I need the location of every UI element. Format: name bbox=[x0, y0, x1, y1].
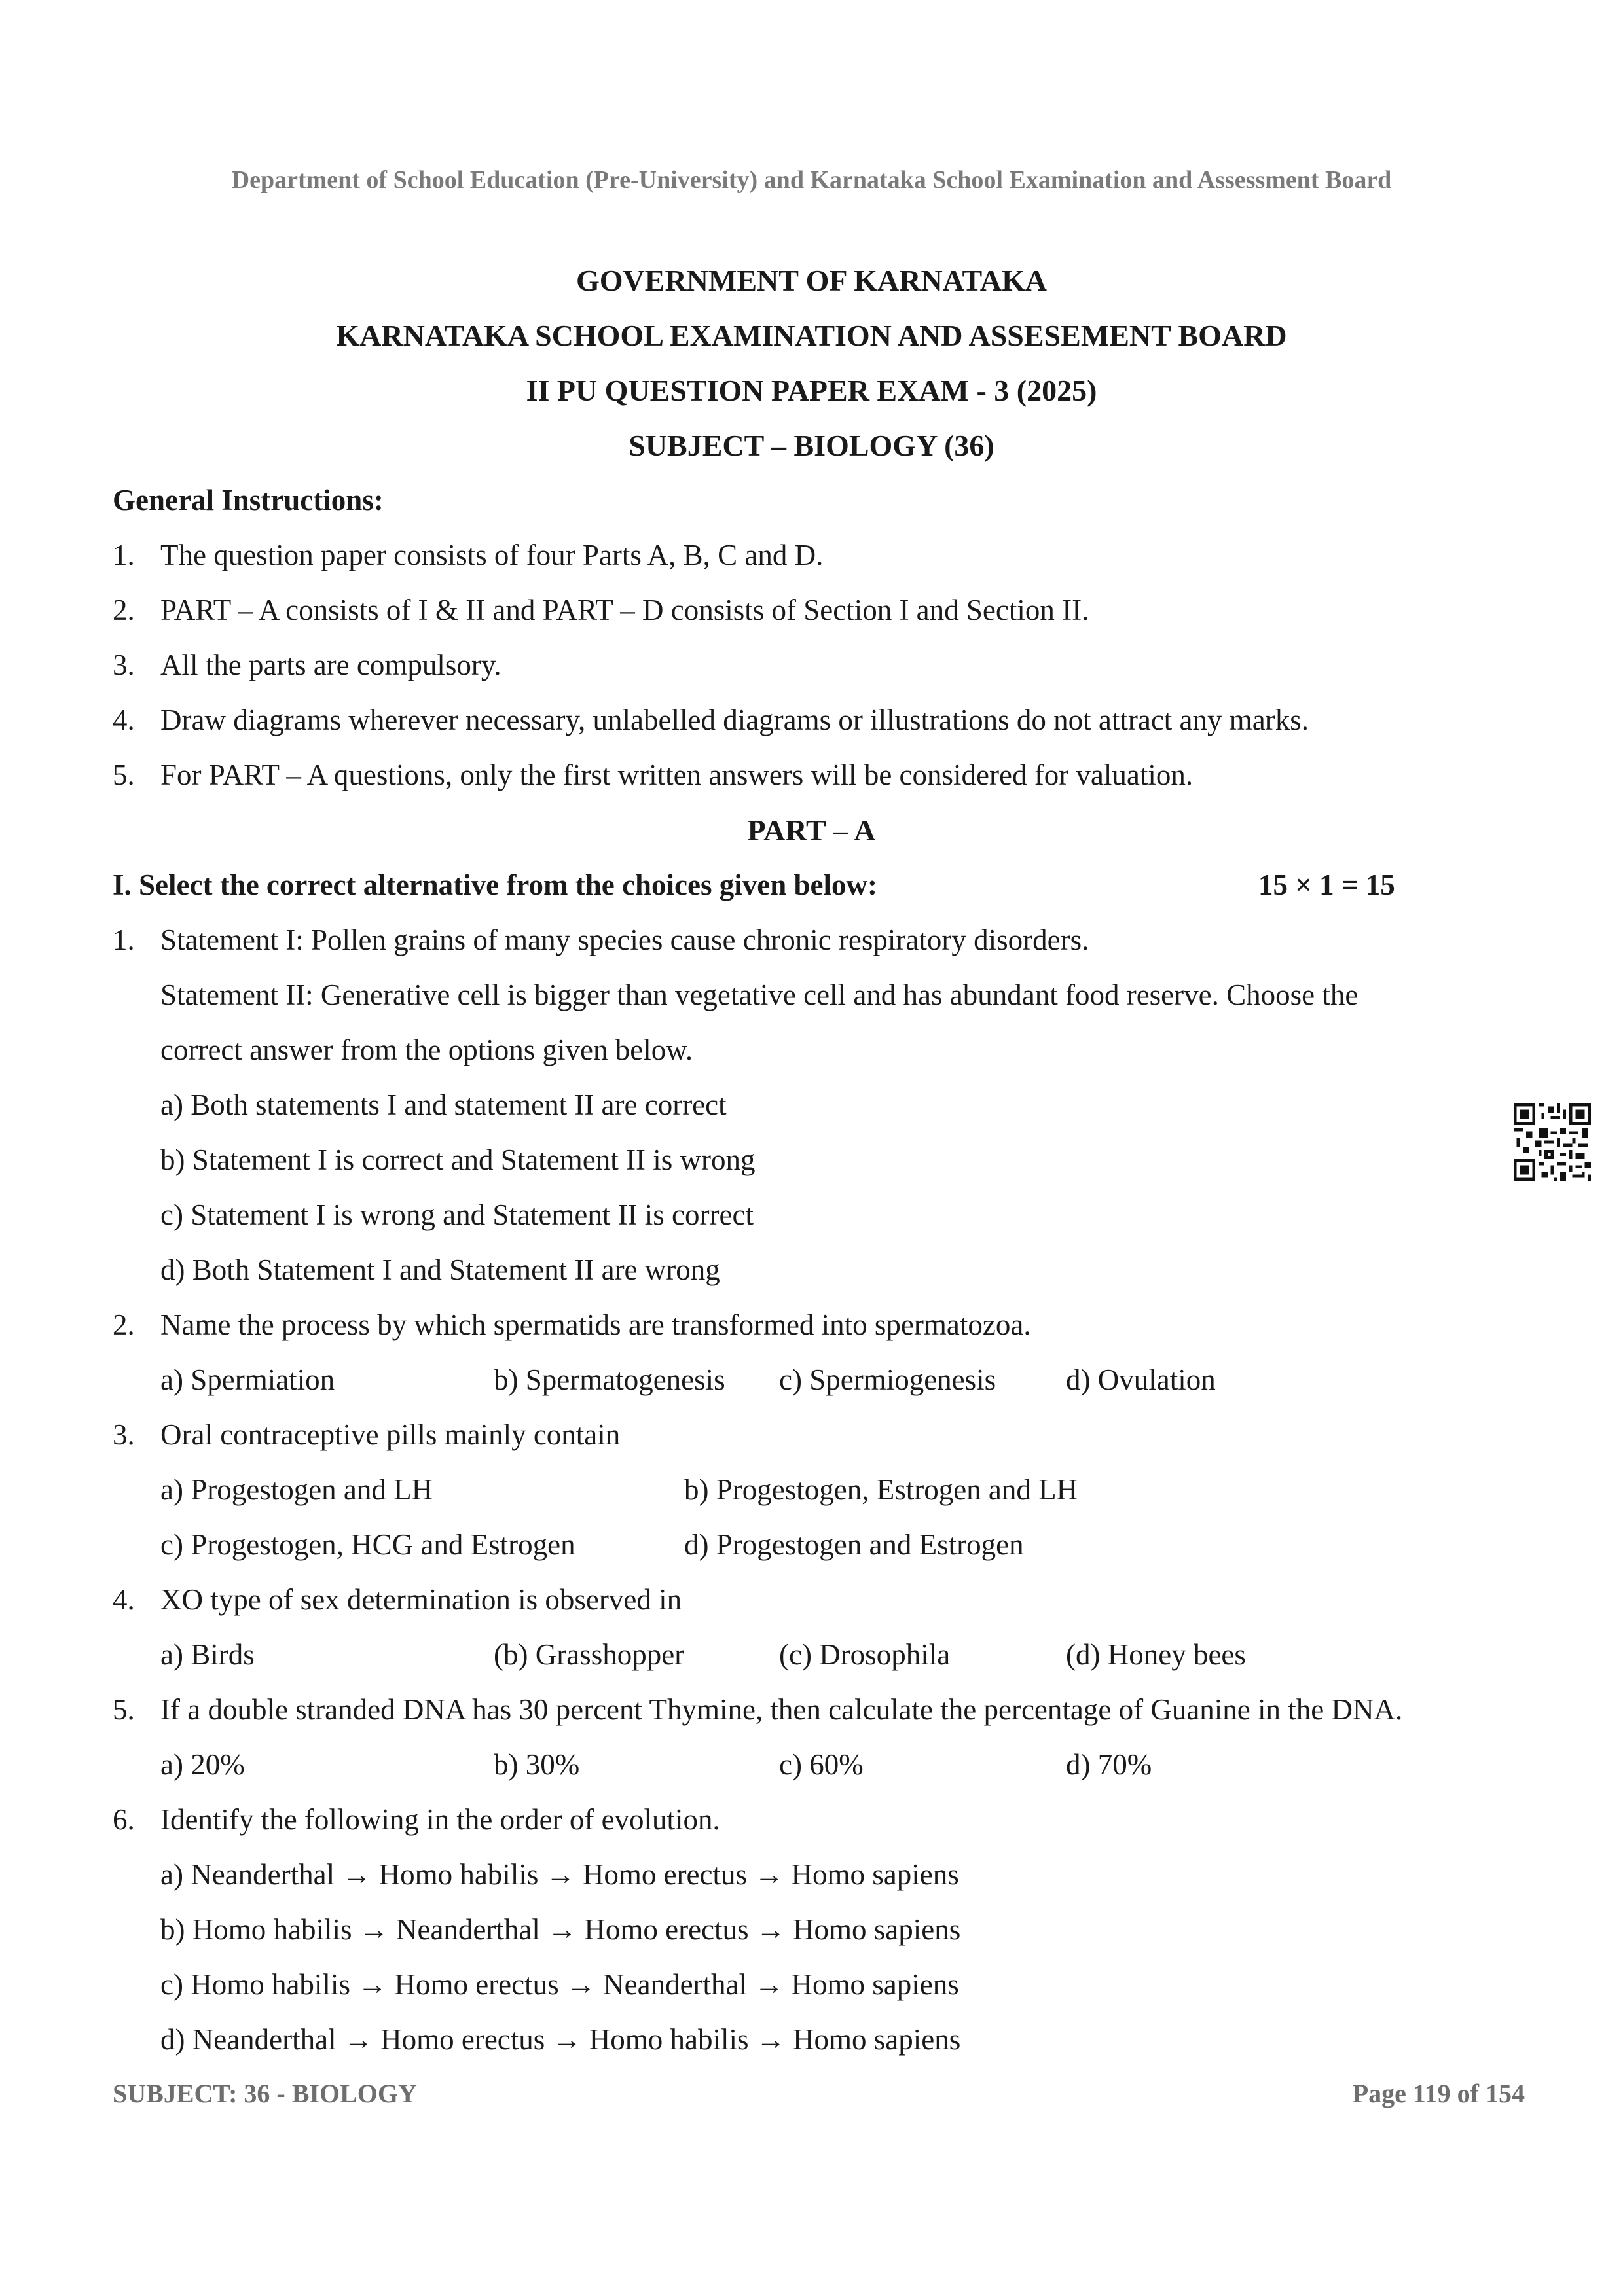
question-text: correct answer from the options given below. bbox=[160, 1033, 693, 1066]
question-text: XO type of sex determination is observed in bbox=[160, 1583, 682, 1616]
option: c) Progestogen, HCG and Estrogen bbox=[160, 1528, 575, 1561]
option: b) Homo habilis → Neanderthal → Homo erectus → Homo sapiens bbox=[160, 1913, 961, 1946]
option: (c) Drosophila bbox=[779, 1638, 951, 1671]
option: d) Progestogen and Estrogen bbox=[684, 1528, 1024, 1561]
instruction-number: 1. bbox=[113, 539, 135, 571]
question-number: 1. bbox=[113, 924, 135, 956]
option: b) Progestogen, Estrogen and LH bbox=[684, 1473, 1078, 1506]
title-board: KARNATAKA SCHOOL EXAMINATION AND ASSESEMENT BOARD bbox=[336, 319, 1287, 352]
instruction-text: PART – A consists of I & II and PART – D consists of Section I and Section II. bbox=[160, 594, 1089, 626]
question-number: 3. bbox=[113, 1418, 135, 1451]
title-subject: SUBJECT – BIOLOGY (36) bbox=[629, 429, 994, 462]
option: c) 60% bbox=[779, 1748, 864, 1781]
option: a) Progestogen and LH bbox=[160, 1473, 433, 1506]
instruction-number: 5. bbox=[113, 759, 135, 791]
instruction-text: All the parts are compulsory. bbox=[160, 649, 501, 681]
option: d) Both Statement I and Statement II are wrong bbox=[160, 1253, 720, 1286]
option: d) 70% bbox=[1066, 1748, 1152, 1781]
question-text: Statement II: Generative cell is bigger than vegetative cell and has abundant food reserve. Choose the bbox=[160, 978, 1359, 1011]
instruction-number: 3. bbox=[113, 649, 135, 681]
question-number: 4. bbox=[113, 1583, 135, 1616]
instruction-text: The question paper consists of four Parts A, B, C and D. bbox=[160, 539, 824, 571]
footer-subject: SUBJECT: 36 - BIOLOGY bbox=[113, 2079, 417, 2108]
option: d) Ovulation bbox=[1066, 1363, 1216, 1396]
footer-page-number: Page 119 of 154 bbox=[1352, 2079, 1525, 2108]
option: d) Neanderthal → Homo erectus → Homo habilis → Homo sapiens bbox=[160, 2023, 961, 2056]
instructions-heading: General Instructions: bbox=[113, 484, 384, 516]
instruction-number: 2. bbox=[113, 594, 135, 626]
instruction-number: 4. bbox=[113, 704, 135, 736]
section-marks: 15 × 1 = 15 bbox=[1258, 869, 1395, 901]
option: a) 20% bbox=[160, 1748, 245, 1781]
question-text: Identify the following in the order of evolution. bbox=[160, 1803, 720, 1836]
option: b) Spermatogenesis bbox=[494, 1363, 725, 1396]
question-number: 5. bbox=[113, 1693, 135, 1726]
option: c) Homo habilis → Homo erectus → Neanderthal → Homo sapiens bbox=[160, 1968, 959, 2001]
question-text: Oral contraceptive pills mainly contain bbox=[160, 1418, 621, 1451]
question-text: Statement I: Pollen grains of many species cause chronic respiratory disorders. bbox=[160, 924, 1089, 956]
option: b) 30% bbox=[494, 1748, 580, 1781]
part-a-heading: PART – A bbox=[747, 814, 876, 847]
option: a) Both statements I and statement II are correct bbox=[160, 1088, 727, 1121]
option: c) Spermiogenesis bbox=[779, 1363, 996, 1396]
option: (b) Grasshopper bbox=[494, 1638, 685, 1671]
option: a) Spermiation bbox=[160, 1363, 335, 1396]
department-header: Department of School Education (Pre-University) and Karnataka School Examination and Assessment Board bbox=[231, 166, 1392, 194]
option: b) Statement I is correct and Statement II is wrong bbox=[160, 1143, 756, 1176]
question-number: 2. bbox=[113, 1308, 135, 1341]
instruction-text: Draw diagrams wherever necessary, unlabelled diagrams or illustrations do not attract any marks. bbox=[160, 704, 1309, 736]
option: a) Neanderthal → Homo habilis → Homo erectus → Homo sapiens bbox=[160, 1858, 959, 1891]
question-number: 6. bbox=[113, 1803, 135, 1836]
instruction-text: For PART – A questions, only the first written answers will be considered for valuation. bbox=[160, 759, 1194, 791]
section-title: I. Select the correct alternative from the choices given below: bbox=[113, 869, 877, 901]
option: (d) Honey bees bbox=[1066, 1638, 1246, 1671]
question-text: If a double stranded DNA has 30 percent Thymine, then calculate the percentage of Guanine in the DNA. bbox=[160, 1693, 1403, 1726]
option: a) Birds bbox=[160, 1638, 255, 1671]
question-text: Name the process by which spermatids are transformed into spermatozoa. bbox=[160, 1308, 1031, 1341]
qr-code-icon bbox=[1514, 1103, 1591, 1181]
option: c) Statement I is wrong and Statement II is correct bbox=[160, 1198, 754, 1231]
title-exam: II PU QUESTION PAPER EXAM - 3 (2025) bbox=[526, 374, 1097, 407]
title-government: GOVERNMENT OF KARNATAKA bbox=[576, 264, 1047, 297]
